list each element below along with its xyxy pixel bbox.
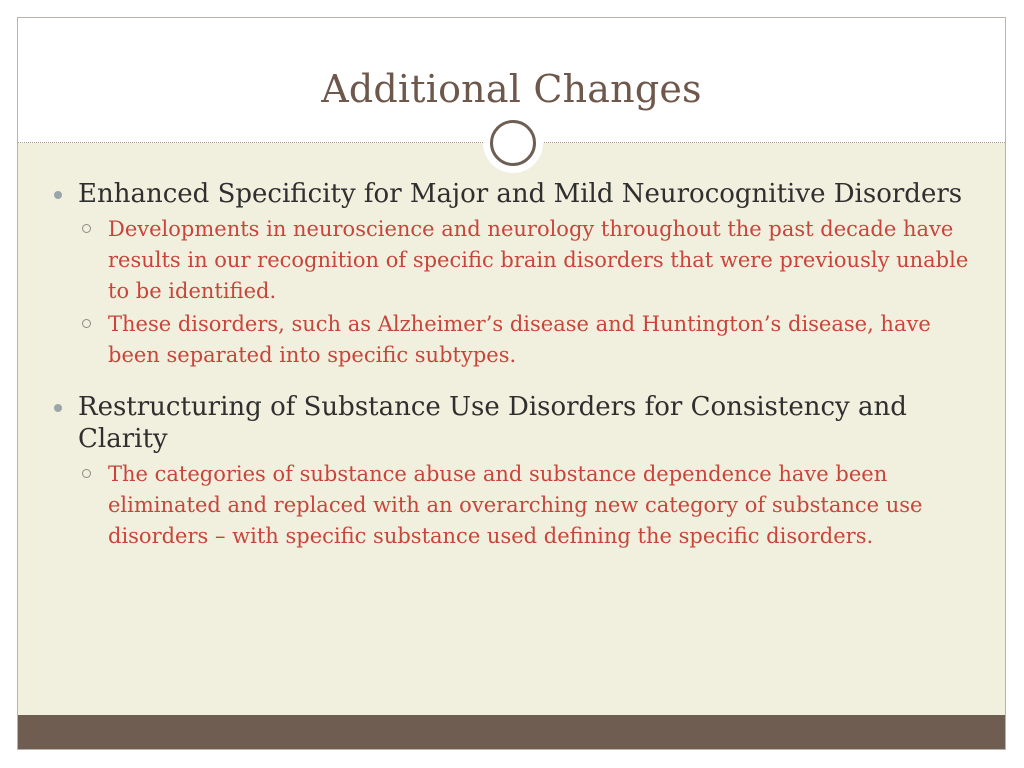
sub-bullet-text: Developments in neuroscience and neurology throughout the past decade have results in our recognition of specific brain disorders that were previously unable to be identified. (108, 217, 969, 303)
sub-bullet-item (48, 214, 978, 307)
slide (17, 17, 1006, 750)
sub-bullet-item (48, 309, 978, 371)
sub-bullet-text: These disorders, such as Alzheimer’s disease and Huntington’s disease, have been separated into specific subtypes. (108, 312, 931, 367)
filled-dot-icon (54, 191, 62, 199)
sub-bullet-item (48, 459, 978, 552)
hollow-circle-icon (82, 319, 91, 328)
bullet-item (48, 178, 978, 210)
bullet-item (48, 391, 978, 455)
spacer (48, 373, 978, 391)
filled-dot-icon (54, 404, 62, 412)
hollow-circle-icon (82, 469, 91, 478)
sub-bullet-text: The categories of substance abuse and substance dependence have been eliminated and replaced with an overarching new category of substance use disorders – with specific substance used defining the specific disorders. (108, 462, 923, 548)
bullet-text: Restructuring of Substance Use Disorders for Consistency and Clarity (78, 392, 907, 454)
circle-ring-icon (490, 120, 536, 166)
slide-title: Additional Changes (321, 67, 702, 111)
hollow-circle-icon (82, 224, 91, 233)
footer-bar (18, 715, 1005, 750)
bullet-list (48, 178, 978, 554)
bullet-text: Enhanced Specificity for Major and Mild Neurocognitive Disorders (78, 179, 963, 209)
